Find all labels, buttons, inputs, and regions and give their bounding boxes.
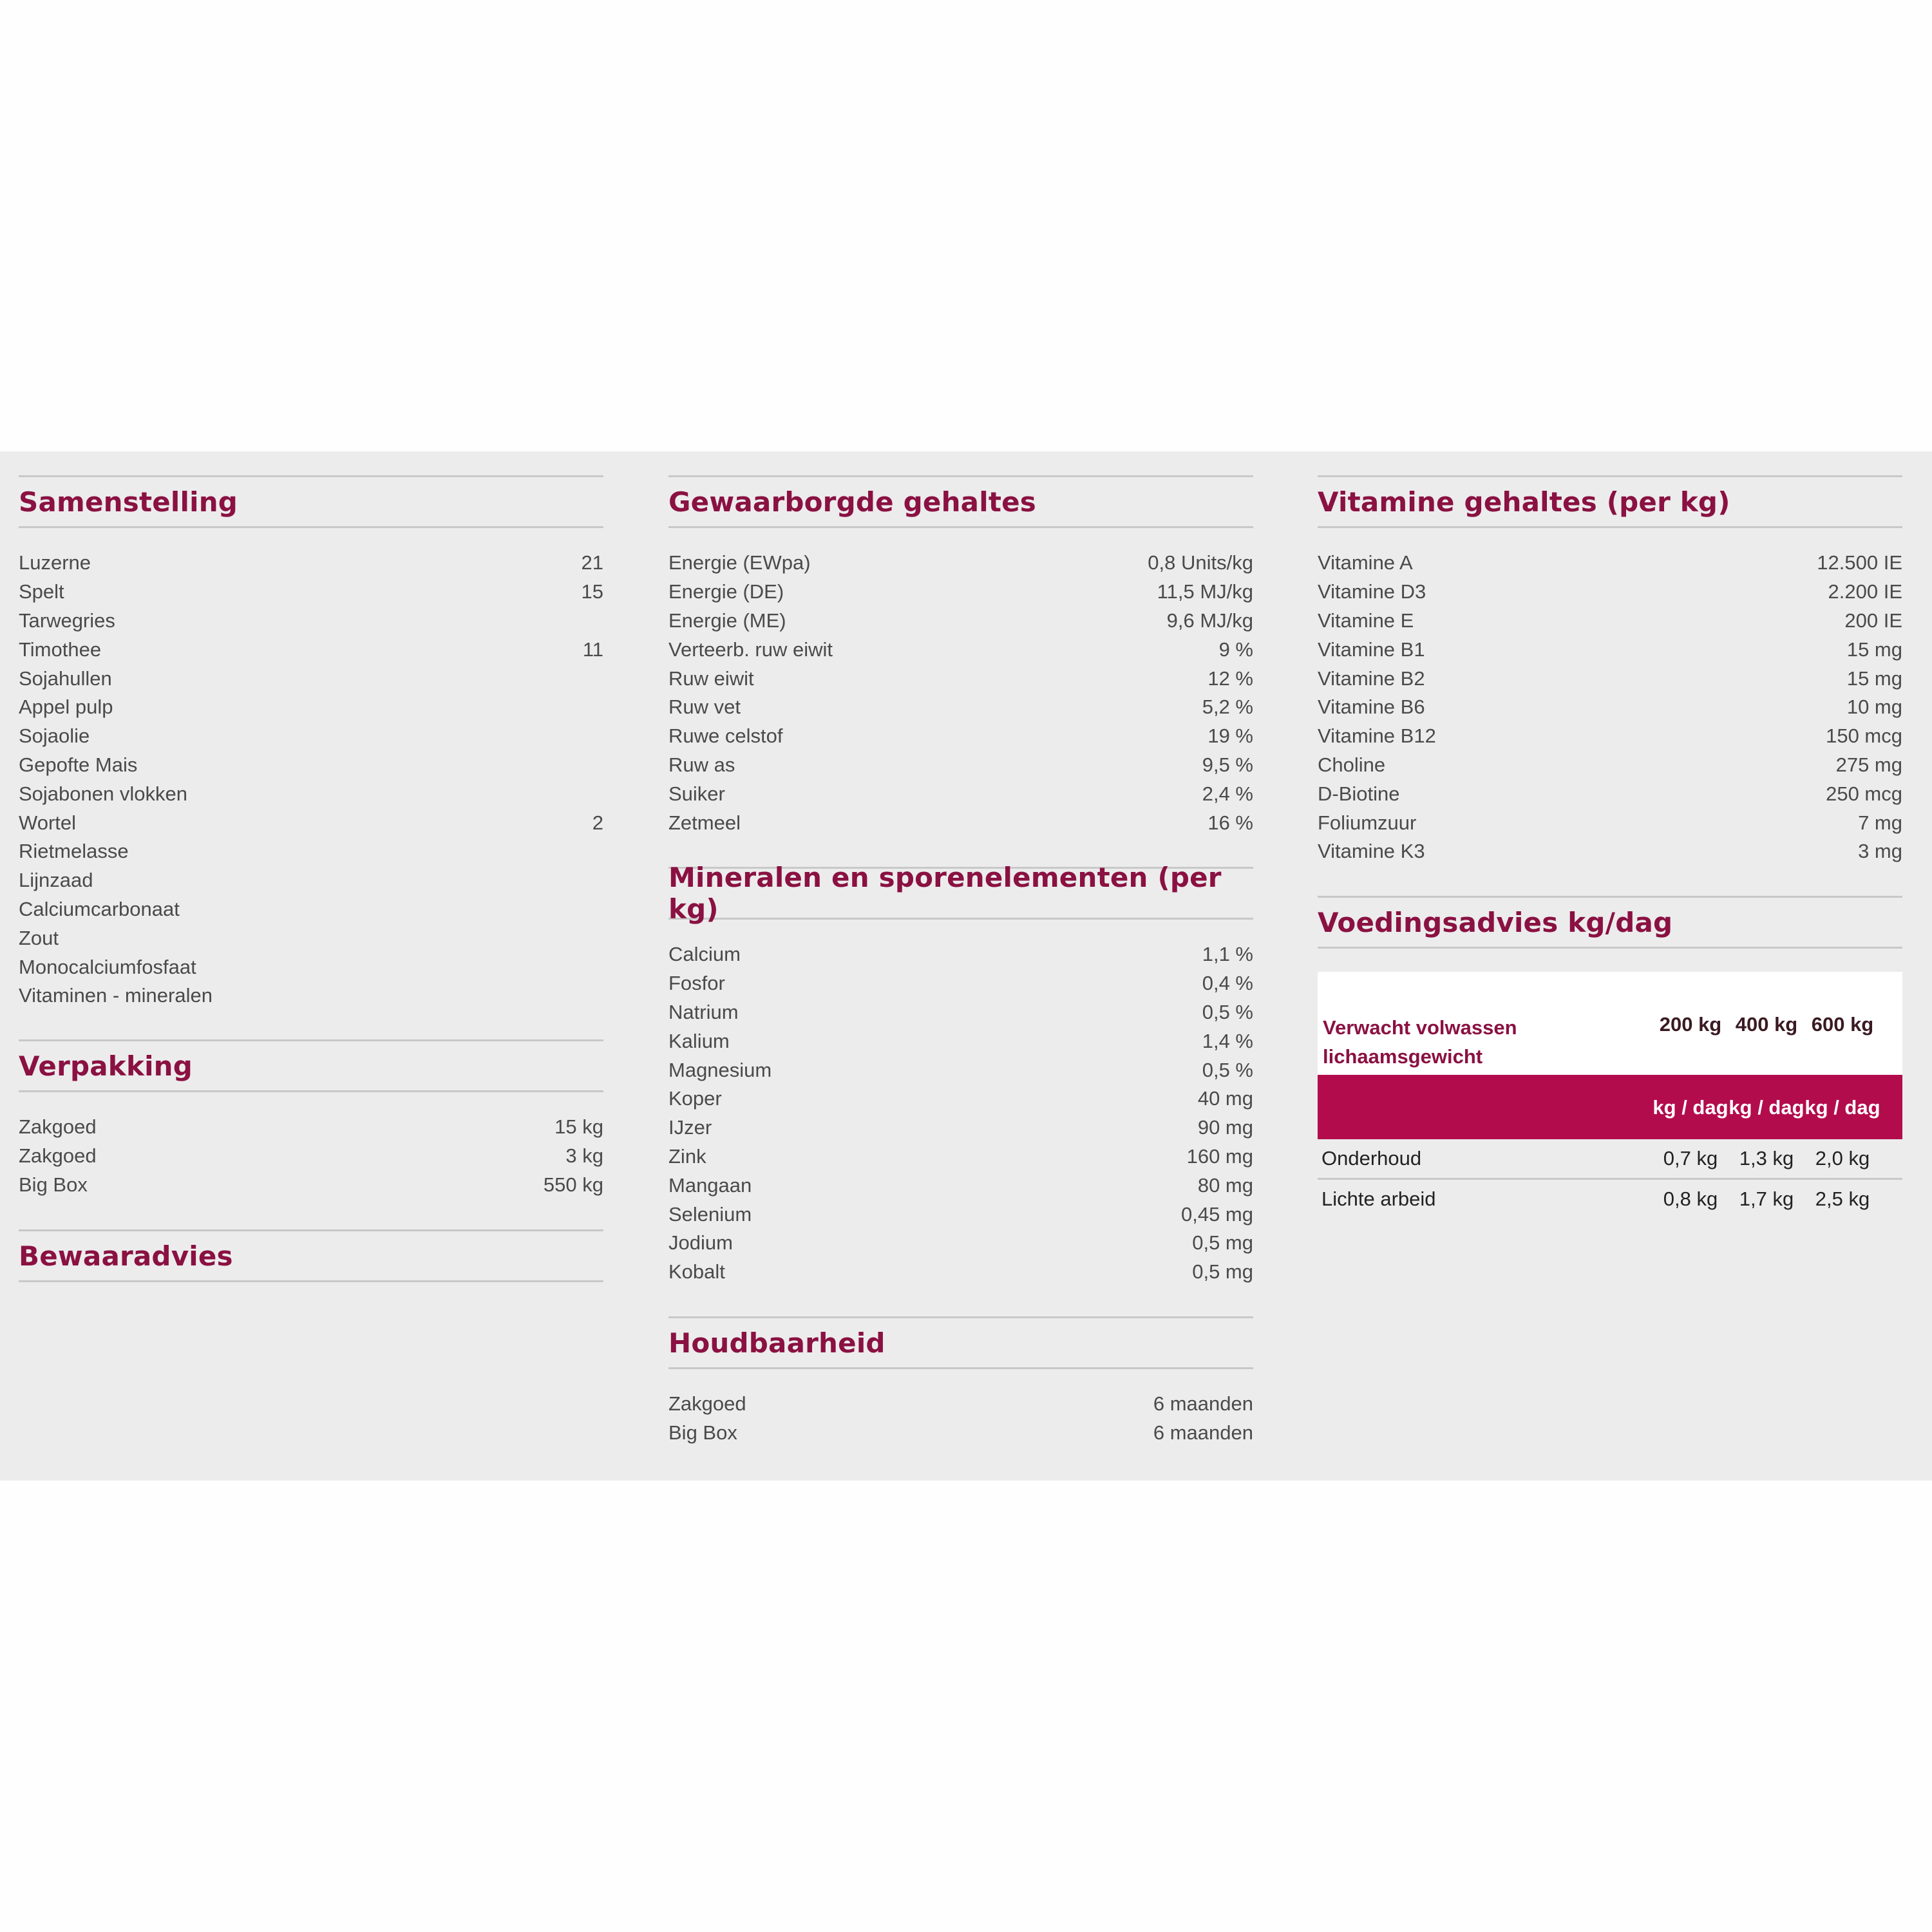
feeding-value: 0,8 kg <box>1663 1188 1718 1210</box>
list-item <box>19 1113 603 1142</box>
list-item <box>668 808 1253 837</box>
item-value: 80 mg <box>1197 1173 1253 1197</box>
composition-list <box>19 549 603 1010</box>
list-item <box>1318 751 1902 780</box>
item-label: Lijnzaad <box>19 869 93 892</box>
item-label: Vitaminen - mineralen <box>19 984 213 1007</box>
section-vitamine <box>1318 475 1902 866</box>
list-item <box>19 635 603 664</box>
list-item <box>19 779 603 808</box>
item-label: Vitamine B12 <box>1318 724 1436 748</box>
list-item <box>19 664 603 693</box>
section-title: Mineralen en sporenelementen (per kg) <box>668 862 1222 925</box>
section-title: Bewaaradvies <box>19 1240 233 1272</box>
unit-cell: kg / dag <box>1653 1095 1728 1119</box>
product-info-panel <box>0 451 1932 1481</box>
section-header <box>19 475 603 528</box>
item-label: Mangaan <box>668 1173 752 1197</box>
item-label: Zakgoed <box>19 1115 97 1139</box>
item-value: 7 mg <box>1858 811 1902 834</box>
item-value: 2.200 IE <box>1828 580 1902 603</box>
list-item <box>668 1229 1253 1258</box>
list-item <box>19 1171 603 1200</box>
item-value: 150 mcg <box>1826 724 1902 748</box>
list-item <box>1318 779 1902 808</box>
item-label: Zakgoed <box>668 1392 746 1416</box>
list-item <box>668 1258 1253 1287</box>
shelf-life-list <box>668 1390 1253 1448</box>
item-value: 0,8 Units/kg <box>1148 551 1253 574</box>
section-gehaltes <box>668 475 1253 837</box>
feeding-value: 2,0 kg <box>1815 1147 1870 1170</box>
item-value: 3 kg <box>565 1144 603 1168</box>
item-label: Selenium <box>668 1202 752 1226</box>
feeding-units-row <box>1318 1075 1902 1139</box>
list-item <box>19 693 603 722</box>
item-label: Vitamine B6 <box>1318 696 1425 719</box>
feeding-row-onderhoud <box>1318 1139 1902 1178</box>
item-value: 11,5 MJ/kg <box>1157 580 1253 603</box>
item-value: 250 mcg <box>1826 782 1902 805</box>
section-mineralen <box>668 862 1253 1287</box>
item-label: Calciumcarbonaat <box>19 897 180 920</box>
item-value: 21 <box>581 551 603 574</box>
section-verpakking <box>19 1039 603 1199</box>
item-label: Ruwe celstof <box>668 724 783 748</box>
item-label: Energie (DE) <box>668 580 784 603</box>
item-value: 0,4 % <box>1202 972 1253 995</box>
section-header <box>1318 896 1902 949</box>
list-item <box>668 607 1253 636</box>
list-item <box>19 808 603 837</box>
item-label: Vitamine B1 <box>1318 638 1425 661</box>
item-value: 1,4 % <box>1202 1029 1253 1052</box>
item-label: Kobalt <box>668 1260 725 1283</box>
item-label: Sojahullen <box>19 667 112 690</box>
item-label: Spelt <box>19 580 64 603</box>
section-header <box>668 1316 1253 1369</box>
list-item <box>668 1419 1253 1448</box>
list-item <box>668 998 1253 1027</box>
item-value: 0,5 % <box>1202 1058 1253 1081</box>
item-label: Tarwegries <box>19 609 115 632</box>
list-item <box>19 923 603 952</box>
item-value: 40 mg <box>1197 1087 1253 1110</box>
minerals-list <box>668 940 1253 1287</box>
list-item <box>668 1113 1253 1142</box>
list-item <box>668 1027 1253 1056</box>
item-label: Sojabonen vlokken <box>19 782 187 805</box>
item-label: D-Biotine <box>1318 782 1400 805</box>
list-item <box>668 940 1253 969</box>
item-label: Natrium <box>668 1000 739 1023</box>
feeding-table-header <box>1318 972 1902 1075</box>
list-item <box>668 1390 1253 1419</box>
section-title: Houdbaarheid <box>668 1327 886 1359</box>
item-value: 19 % <box>1208 724 1253 748</box>
item-label: Timothee <box>19 638 102 661</box>
list-item <box>668 722 1253 751</box>
feeding-row-lichte-arbeid <box>1318 1178 1902 1218</box>
section-samenstelling <box>19 475 603 1010</box>
item-value: 1,1 % <box>1202 943 1253 966</box>
feeding-row-label: Lichte arbeid <box>1321 1188 1436 1210</box>
unit-cell: kg / dag <box>1804 1095 1880 1119</box>
list-item <box>19 607 603 636</box>
list-item <box>668 578 1253 607</box>
list-item <box>1318 722 1902 751</box>
feeding-row-label: Onderhoud <box>1321 1147 1422 1170</box>
item-label: Ruw eiwit <box>668 667 754 690</box>
item-label: Luzerne <box>19 551 91 574</box>
item-value: 0,5 mg <box>1192 1260 1253 1283</box>
item-label: Fosfor <box>668 972 725 995</box>
list-item <box>19 895 603 924</box>
feeding-value: 2,5 kg <box>1815 1188 1870 1210</box>
list-item <box>19 1142 603 1171</box>
list-item <box>1318 578 1902 607</box>
feeding-value: 1,7 kg <box>1739 1188 1794 1210</box>
section-header <box>668 475 1253 528</box>
item-label: Koper <box>668 1087 722 1110</box>
item-label: Vitamine A <box>1318 551 1413 574</box>
item-value: 15 kg <box>554 1115 603 1139</box>
section-header <box>19 1039 603 1092</box>
list-item <box>1318 693 1902 722</box>
vitamins-list <box>1318 549 1902 866</box>
item-label: Zakgoed <box>19 1144 97 1168</box>
weight-column-header: 600 kg <box>1811 1013 1874 1036</box>
guaranteed-levels-list <box>668 549 1253 837</box>
list-item <box>668 1200 1253 1229</box>
list-item <box>1318 664 1902 693</box>
list-item <box>668 693 1253 722</box>
feeding-header-label: Verwacht volwassen lichaamsgewicht <box>1323 1016 1517 1068</box>
section-voedingsadvies <box>1318 896 1902 949</box>
item-label: Gepofte Mais <box>19 753 138 776</box>
section-header <box>19 1229 603 1282</box>
item-value: 0,45 mg <box>1180 1202 1253 1226</box>
item-value: 2 <box>592 811 603 834</box>
list-item <box>1318 837 1902 866</box>
list-item <box>668 969 1253 998</box>
section-title: Vitamine gehaltes (per kg) <box>1318 486 1730 518</box>
list-item <box>668 779 1253 808</box>
item-value: 12 % <box>1208 667 1253 690</box>
item-label: Suiker <box>668 782 725 805</box>
item-value: 9 % <box>1218 638 1253 661</box>
item-label: Vitamine D3 <box>1318 580 1426 603</box>
packaging-list <box>19 1113 603 1199</box>
section-bewaaradvies <box>19 1229 603 1282</box>
section-header <box>668 862 1253 925</box>
list-item <box>668 549 1253 578</box>
list-item <box>19 952 603 981</box>
item-value: 160 mg <box>1186 1144 1253 1168</box>
item-label: Energie (EWpa) <box>668 551 811 574</box>
item-label: Big Box <box>19 1173 88 1196</box>
list-item <box>19 722 603 751</box>
item-value: 10 mg <box>1846 696 1902 719</box>
item-label: Sojaolie <box>19 724 90 748</box>
item-value: 15 <box>581 580 603 603</box>
item-value: 11 <box>582 638 603 661</box>
item-label: Verteerb. ruw eiwit <box>668 638 833 661</box>
list-item <box>1318 607 1902 636</box>
section-title: Verpakking <box>19 1050 193 1082</box>
item-value: 90 mg <box>1197 1116 1253 1139</box>
item-label: Rietmelasse <box>19 840 129 863</box>
item-value: 15 mg <box>1846 638 1902 661</box>
list-item <box>668 635 1253 664</box>
item-value: 9,5 % <box>1202 753 1253 776</box>
list-item <box>668 751 1253 780</box>
item-label: Magnesium <box>668 1058 772 1081</box>
list-item <box>668 664 1253 693</box>
item-value: 9,6 MJ/kg <box>1166 609 1253 632</box>
section-title: Gewaarborgde gehaltes <box>668 486 1036 518</box>
list-item <box>19 866 603 895</box>
item-label: Zink <box>668 1144 706 1168</box>
item-label: Wortel <box>19 811 77 834</box>
item-value: 275 mg <box>1835 753 1902 776</box>
list-item <box>19 549 603 578</box>
item-value: 5,2 % <box>1202 696 1253 719</box>
section-header <box>1318 475 1902 528</box>
feeding-value: 1,3 kg <box>1739 1147 1794 1170</box>
list-item <box>19 981 603 1010</box>
item-label: Foliumzuur <box>1318 811 1417 834</box>
item-value: 16 % <box>1208 811 1253 834</box>
item-label: Zout <box>19 926 59 949</box>
item-value: 3 mg <box>1858 840 1902 863</box>
item-label: Appel pulp <box>19 696 113 719</box>
list-item <box>1318 808 1902 837</box>
list-item <box>1318 635 1902 664</box>
list-item <box>668 1056 1253 1084</box>
item-label: Vitamine E <box>1318 609 1414 632</box>
item-label: Ruw vet <box>668 696 741 719</box>
item-label: Jodium <box>668 1231 733 1255</box>
section-houdbaarheid <box>668 1316 1253 1448</box>
item-value: 200 IE <box>1844 609 1902 632</box>
section-title: Voedingsadvies kg/dag <box>1318 906 1673 938</box>
item-value: 6 maanden <box>1153 1421 1253 1444</box>
item-label: Energie (ME) <box>668 609 786 632</box>
item-label: Zetmeel <box>668 811 741 834</box>
item-label: Vitamine B2 <box>1318 667 1425 690</box>
item-value: 15 mg <box>1846 667 1902 690</box>
list-item <box>668 1084 1253 1113</box>
item-label: Vitamine K3 <box>1318 840 1425 863</box>
item-value: 2,4 % <box>1202 782 1253 805</box>
item-label: IJzer <box>668 1116 712 1139</box>
item-value: 12.500 IE <box>1817 551 1902 574</box>
item-label: Choline <box>1318 753 1386 776</box>
item-label: Ruw as <box>668 753 735 776</box>
list-item <box>668 1171 1253 1200</box>
item-label: Monocalciumfosfaat <box>19 955 196 978</box>
item-value: 550 kg <box>543 1173 603 1196</box>
list-item <box>19 578 603 607</box>
weight-column-header: 400 kg <box>1735 1013 1798 1036</box>
list-item <box>19 837 603 866</box>
item-value: 6 maanden <box>1153 1392 1253 1416</box>
list-item <box>668 1142 1253 1171</box>
item-label: Calcium <box>668 943 741 966</box>
feeding-advice-table <box>1318 972 1902 1218</box>
unit-cell: kg / dag <box>1728 1095 1804 1119</box>
list-item <box>19 751 603 780</box>
feeding-value: 0,7 kg <box>1663 1147 1718 1170</box>
weight-column-header: 200 kg <box>1659 1013 1722 1036</box>
section-title: Samenstelling <box>19 486 238 518</box>
item-value: 0,5 % <box>1202 1000 1253 1023</box>
item-value: 0,5 mg <box>1192 1231 1253 1255</box>
list-item <box>1318 549 1902 578</box>
item-label: Kalium <box>668 1029 730 1052</box>
item-label: Big Box <box>668 1421 737 1444</box>
